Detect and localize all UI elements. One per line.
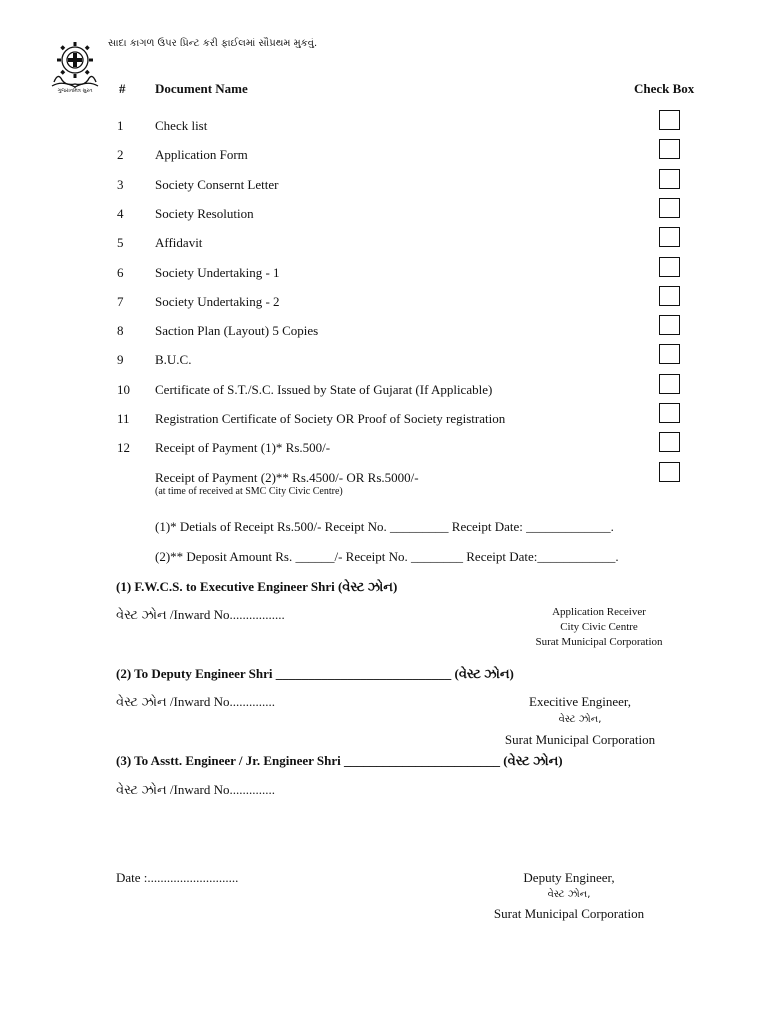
document-name: Receipt of Payment (1)* Rs.500/- [155,440,331,456]
document-checkbox[interactable] [659,462,680,482]
document-checkbox[interactable] [659,227,680,247]
document-row [0,411,768,440]
row-number: 11 [117,411,130,426]
section-3-signatory-line-1: Deputy Engineer, [523,870,615,885]
document-name: Society Undertaking - 2 [155,293,280,309]
section-1-inward-no: વેસ્ટ ઝોન /Inward No................. [116,607,285,622]
document-note: (at time of received at SMC City Civic Centre) [155,485,343,497]
document-checkbox[interactable] [659,344,680,364]
section-1-signatory-line-3: Surat Municipal Corporation [535,636,663,648]
row-number: 5 [117,235,124,251]
column-header-check-box: Check Box [634,81,695,96]
document-row [0,323,768,352]
document-row [0,440,768,469]
receipt-details-line-1: (1)* Detials of Receipt Rs.500/- Receipt No. _________ Receipt Date: _____________. [155,519,614,534]
document-row [0,352,768,381]
document-checkbox[interactable] [659,169,680,189]
row-number: 8 [117,323,124,339]
document-row [0,235,768,264]
row-number: 10 [117,381,130,397]
document-checkbox[interactable] [659,110,680,130]
row-number: 6 [117,264,124,280]
section-2-signatory-line-1: Execitive Engineer, [529,694,631,709]
document-row [0,147,768,176]
section-3-title: (3) To Asstt. Engineer / Jr. Engineer Shri ________________________ (વેસ્ટ ઝોન) [116,753,563,768]
section-3-signatory-line-2: વેસ્ટ ઝોન, [547,889,591,900]
row-number: 7 [117,293,124,309]
row-number: 9 [117,352,124,368]
document-name: Application Form [155,147,248,163]
section-2-signatory-line-2: વેસ્ટ ઝોન, [558,714,602,725]
logo-caption: ગુજરાતમિત્ર સુરત [57,88,93,94]
document-row [0,265,768,294]
document-name: B.U.C. [155,352,192,368]
section-2-inward-no: વેસ્ટ ઝોન /Inward No.............. [116,694,276,709]
section-1-signatory-line-2: City Civic Centre [560,621,638,633]
document-name: Receipt of Payment (2)** Rs.4500/- OR Rs.5000/- [155,469,419,485]
document-name: Affidavit [155,235,203,251]
date-field: Date :............................ [116,870,239,885]
document-row [0,294,768,323]
row-number: 2 [117,147,124,163]
document-checkbox[interactable] [659,315,680,335]
document-name: Check list [155,118,208,133]
document-name: Saction Plan (Layout) 5 Copies [155,323,319,339]
row-number: 3 [117,176,124,192]
column-header-document-name: Document Name [155,81,248,96]
section-3-inward-no: વેસ્ટ ઝોન /Inward No.............. [116,782,276,797]
section-1-title: (1) F.W.C.S. to Executive Engineer Shri (વેસ્ટ ઝોન) [116,579,398,594]
document-checkbox[interactable] [659,432,680,452]
row-number: 12 [117,440,130,456]
instruction-note: સાદા કાગળ ઉપર પ્રિન્ટ કરી ફાઈલમાં સૌપ્રથમ મુકવું. [108,38,318,49]
document-name: Registration Certificate of Society OR Proof of Society registration [155,411,506,426]
document-row [0,382,768,411]
document-row [0,177,768,206]
section-1-signatory-line-1: Application Receiver [552,606,646,618]
section-2-signatory-line-3: Surat Municipal Corporation [504,732,656,747]
document-name: Society Undertaking - 1 [155,264,280,280]
receipt-details-line-2: (2)** Deposit Amount Rs. ______/- Receipt No. ________ Receipt Date:____________. [155,549,619,564]
row-number: 4 [117,205,124,221]
document-row [0,470,768,499]
row-number: 1 [117,118,124,133]
document-row [0,206,768,235]
document-checkbox[interactable] [659,257,680,277]
column-header-number: # [119,81,126,96]
document-name: Society Consernt Letter [155,176,279,192]
document-checkbox[interactable] [659,374,680,394]
document-checkbox[interactable] [659,139,680,159]
document-row [0,118,768,147]
document-name: Certificate of S.T./S.C. Issued by State of Gujarat (If Applicable) [155,381,493,397]
section-3-signatory-line-3: Surat Municipal Corporation [493,906,645,921]
document-checkbox[interactable] [659,403,680,423]
document-checkbox[interactable] [659,198,680,218]
document-name: Society Resolution [155,205,254,221]
smc-emblem-icon [48,36,102,96]
document-checkbox[interactable] [659,286,680,306]
section-2-title: (2) To Deputy Engineer Shri ___________________________ (વેસ્ટ ઝોન) [116,666,514,681]
